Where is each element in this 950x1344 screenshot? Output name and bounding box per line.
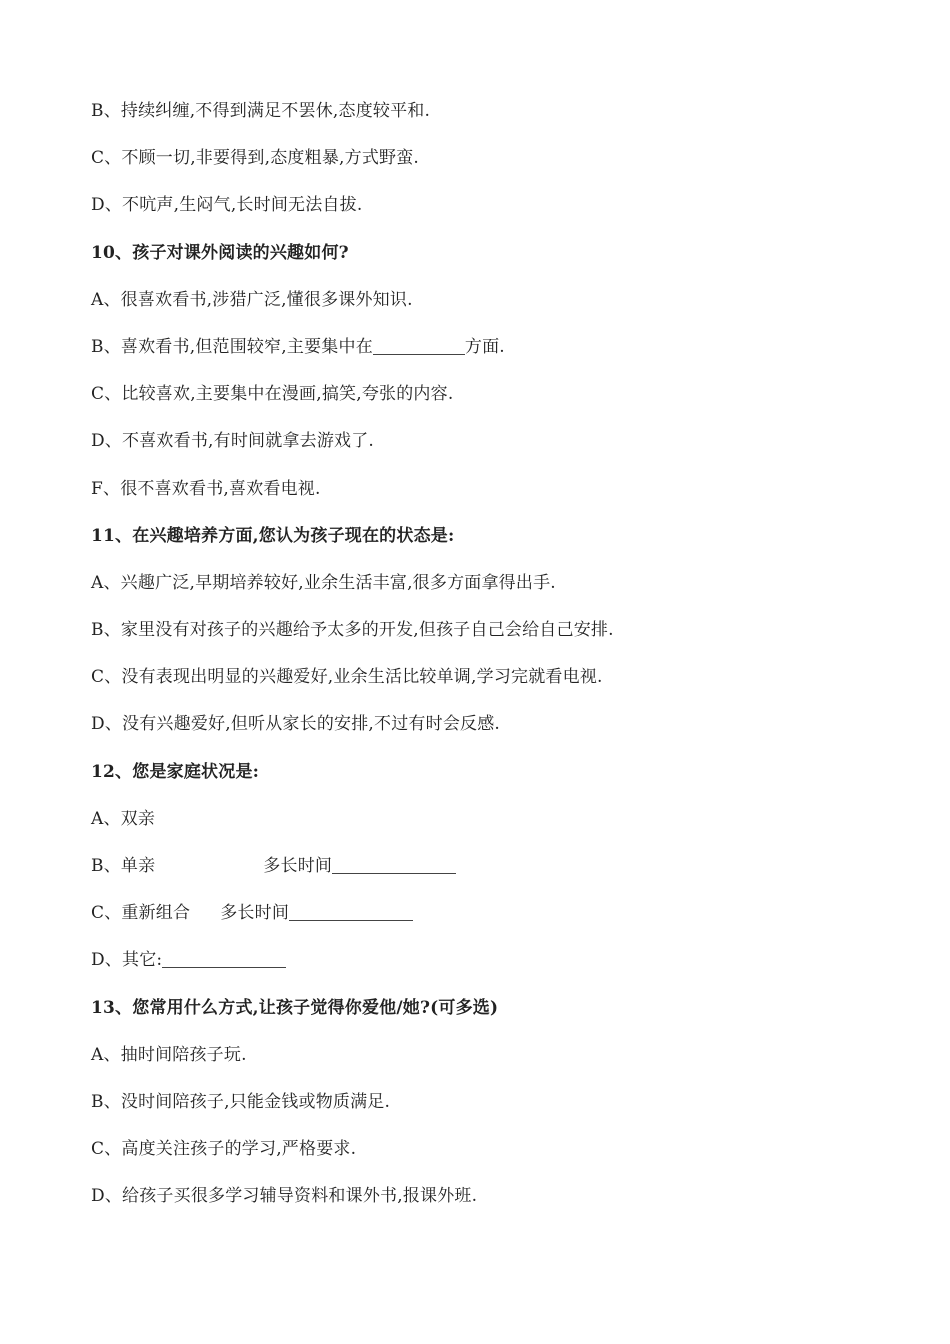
- q13-question: 13、您常用什么方式,让孩子觉得你爱他/她?(可多选): [91, 997, 499, 1018]
- q10-option-a: A、很喜欢看书,涉猎广泛,懂很多课外知识.: [91, 289, 413, 310]
- q12-option-a: A、双亲: [91, 808, 156, 829]
- q12-option-c-duration: 多长时间: [220, 903, 290, 924]
- q10-fill-blank[interactable]: [373, 336, 465, 355]
- q10-question: 10、孩子对课外阅读的兴趣如何?: [91, 242, 349, 263]
- q11-option-d: D、没有兴趣爱好,但听从家长的安排,不过有时会反感.: [91, 714, 501, 735]
- q9-option-c: C、不顾一切,非要得到,态度粗暴,方式野蛮.: [91, 148, 420, 169]
- q13-option-a: A、抽时间陪孩子玩.: [91, 1044, 247, 1065]
- q13-option-b: B、没时间陪孩子,只能金钱或物质满足.: [91, 1091, 391, 1112]
- q11-option-b: B、家里没有对孩子的兴趣给予太多的开发,但孩子自己会给自己安排.: [91, 620, 614, 641]
- q10-option-d: D、不喜欢看书,有时间就拿去游戏了.: [91, 431, 375, 452]
- q12-option-b-duration: 多长时间: [263, 856, 333, 876]
- q12-option-b-label: B、单亲: [91, 856, 156, 876]
- q10-option-b: [91, 332, 910, 379]
- q13-option-c: C、高度关注孩子的学习,严格要求.: [91, 1139, 357, 1160]
- q9-option-d: D、不吭声,生闷气,长时间无法自拔.: [91, 195, 363, 216]
- q10-option-f: F、很不喜欢看书,喜欢看电视.: [91, 478, 321, 499]
- q11-option-c: C、没有表现出明显的兴趣爱好,业余生活比较单调,学习完就看电视.: [91, 667, 603, 688]
- q10-option-b-prefix: B、喜欢看书,但范围较窄,主要集中在: [91, 336, 373, 357]
- q12-option-d: [91, 945, 910, 992]
- q12-question: 12、您是家庭状况是:: [91, 761, 260, 782]
- q13-option-d: D、给孩子买很多学习辅导资料和课外书,报课外班.: [91, 1186, 478, 1207]
- q10-option-c: C、比较喜欢,主要集中在漫画,搞笑,夸张的内容.: [91, 384, 454, 405]
- q12-option-c-blank[interactable]: [289, 902, 413, 921]
- q11-option-a: A、兴趣广泛,早期培养较好,业余生活丰富,很多方面拿得出手.: [91, 572, 556, 593]
- questionnaire-page: [91, 96, 910, 1229]
- q10-option-b-suffix: 方面.: [464, 336, 505, 357]
- q12-option-c-label: C、重新组合: [91, 903, 191, 924]
- q11-question: 11、在兴趣培养方面,您认为孩子现在的状态是:: [91, 525, 455, 546]
- q12-option-b: [91, 851, 910, 898]
- q12-option-b-blank[interactable]: [332, 855, 456, 874]
- q12-option-d-blank[interactable]: [162, 949, 286, 968]
- q12-option-d-label: D、其它:: [91, 950, 163, 971]
- q12-option-c: [91, 898, 910, 945]
- q9-option-b: B、持续纠缠,不得到满足不罢休,态度较平和.: [91, 101, 431, 121]
